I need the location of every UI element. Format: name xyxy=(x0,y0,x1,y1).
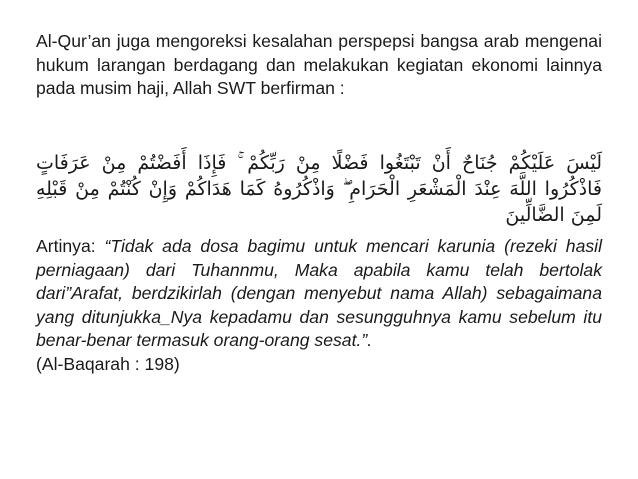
translation-text: “Tidak ada dosa bagimu untuk mencari karunia (rezeki hasil perniagaan) dari Tuhannmu, Maka apabila kamu telah bertolak dari”Arafat, berdzikirlah (dengan menyebut nama Allah) sebagaimana yang ditunjukkа_Nya kepadamu dan sesungguhnya kamu sebelum itu benar-benar termasuk orang-orang sesat.”. xyxy=(36,236,602,350)
verse-reference: (Al-Baqarah : 198) xyxy=(36,353,180,374)
intro-paragraph: Al-Qur’an juga mengoreksi kesalahan perspepsi bangsa arab mengenai hukum larangan berdagang dan melakukan kegiatan ekonomi lainnya pada musim haji, Allah SWT berfirman : xyxy=(36,31,602,98)
translation-paragraph xyxy=(36,235,602,376)
translation-label: Artinya: xyxy=(36,236,105,256)
quran-verse-arabic: لَيْسَ عَلَيْكُمْ جُنَاحٌ أَنْ تَبْتَغُوا فَضْلًا مِنْ رَبِّكُمْ ۚ فَإِذَا أَفَضْتُمْ مِنْ عَرَفَاتٍ فَاذْكُرُوا اللَّهَ عِنْدَ الْمَشْعَرِ الْحَرَامِ ۖ وَاذْكُرُوهُ كَمَا هَدَاكُمْ وَإِنْ كُنْتُمْ مِنْ قَبْلِهِ لَمِنَ الضَّالِّينَ xyxy=(36,152,602,226)
